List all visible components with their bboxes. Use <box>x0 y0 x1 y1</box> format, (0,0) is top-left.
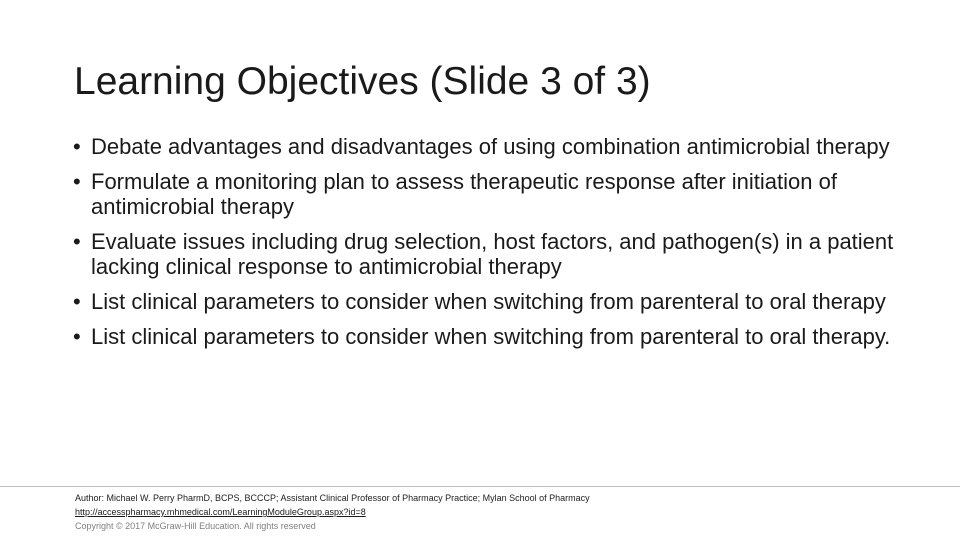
objective-item <box>73 289 933 314</box>
author-credit: Author: Michael W. Perry PharmD, BCPS, BCCCP; Assistant Clinical Professor of Pharmacy Practice; Mylan School of Pharmacy <box>75 493 590 503</box>
footer-divider <box>0 486 960 487</box>
objective-text: List clinical parameters to consider when switching from parenteral to oral therapy. <box>91 324 891 349</box>
objective-text: Formulate a monitoring plan to assess therapeutic response after initiation of antimicrobial therapy <box>91 169 837 219</box>
objective-text: Debate advantages and disadvantages of using combination antimicrobial therapy <box>91 134 890 159</box>
bullet-marker: • <box>73 169 81 194</box>
slide-title: Learning Objectives (Slide 3 of 3) <box>74 60 651 103</box>
copyright-notice: Copyright © 2017 McGraw-Hill Education. All rights reserved <box>75 521 316 531</box>
bullet-marker: • <box>73 134 81 159</box>
slide-footer <box>75 491 590 533</box>
bullet-marker: • <box>73 229 81 254</box>
objective-item <box>73 229 933 279</box>
objective-text: Evaluate issues including drug selection, host factors, and pathogen(s) in a patient lacking clinical response to antimicrobial therapy <box>91 229 894 279</box>
bullet-marker: • <box>73 324 81 349</box>
objective-item <box>73 324 933 349</box>
objective-item <box>73 169 933 219</box>
bullet-marker: • <box>73 289 81 314</box>
source-link[interactable]: http://accesspharmacy.mhmedical.com/LearningModuleGroup.aspx?id=8 <box>75 507 366 517</box>
objectives-list <box>73 134 933 359</box>
objective-item <box>73 134 933 159</box>
objective-text: List clinical parameters to consider when switching from parenteral to oral therapy <box>91 289 886 314</box>
